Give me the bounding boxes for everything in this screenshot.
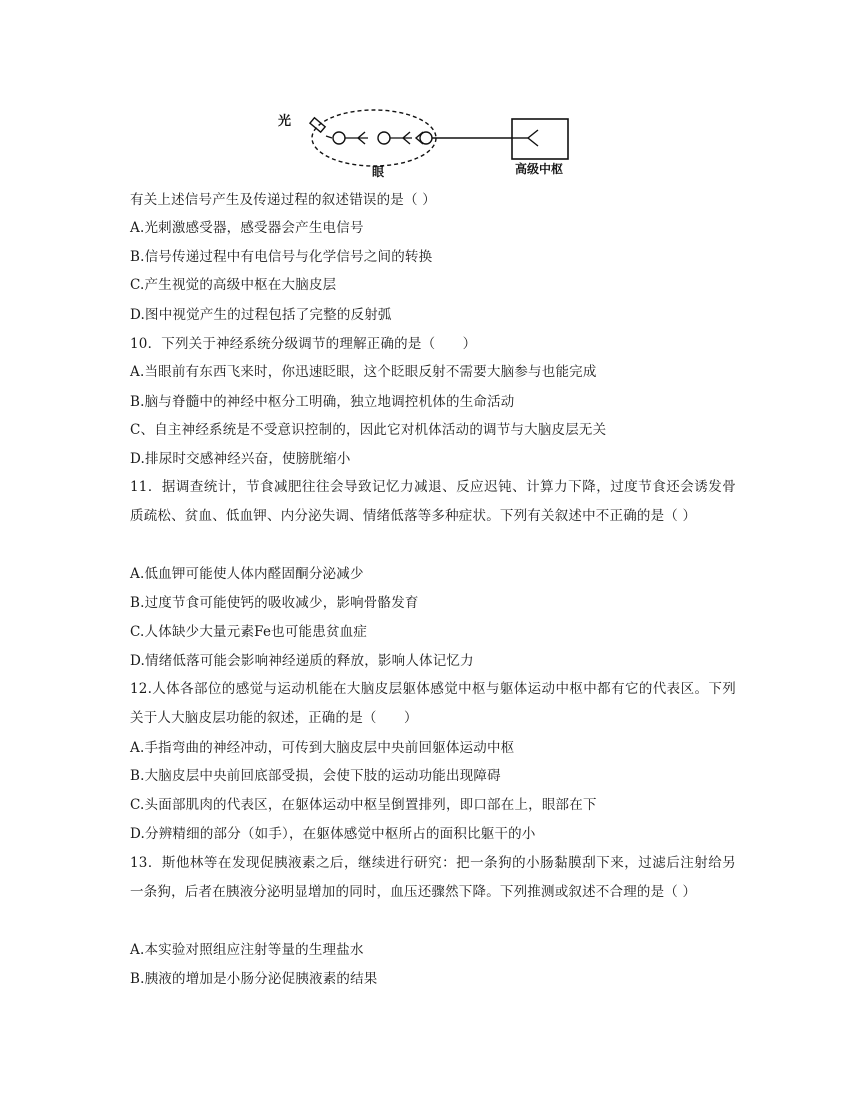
q11-option-c: C.人体缺少大量元素Fe也可能患贫血症: [130, 624, 368, 640]
q11-option-b: B.过度节食可能使钙的吸收减少，影响骨骼发育: [130, 595, 419, 611]
neuron-2-icon: [378, 132, 390, 144]
q11-stem: 11．据调查统计，节食减肥往往会导致记忆力减退、反应迟钝、计算力下降，过度节食还会诱发骨质疏松、贫血、低血钾、内分泌失调、情绪低落等多种症状。下列有关叙述中不正确的是（ ）: [130, 479, 736, 524]
q12-stem: 12.人体各部位的感觉与运动机能在大脑皮层躯体感觉中枢与躯体运动中枢中都有它的代表区。下列关于人大脑皮层功能的叙述，正确的是（ ）: [130, 681, 736, 726]
q12-option-d: D.分辨精细的部分（如手），在躯体感觉中枢所占的面积比躯干的小: [130, 826, 536, 842]
q11-option-d: D.情绪低落可能会影响神经递质的释放，影响人体记忆力: [130, 653, 474, 669]
q9-stem: 有关上述信号产生及传递过程的叙述错误的是（ ）: [130, 192, 436, 208]
q10-option-c: C、自主神经系统是不受意识控制的，因此它对机体活动的调节与大脑皮层无关: [130, 422, 607, 438]
q9-option-a: A.光刺激感受器，感受器会产生电信号: [130, 220, 364, 236]
q12-option-a: A.手指弯曲的神经冲动，可传到大脑皮层中央前回躯体运动中枢: [130, 740, 515, 756]
q9-option-b: B.信号传递过程中有电信号与化学信号之间的转换: [130, 249, 433, 265]
q13-option-b: B.胰液的增加是小肠分泌促胰液素的结果: [130, 971, 378, 987]
higher-center-box: [512, 119, 568, 159]
higher-center-label: 高级中枢: [515, 162, 564, 176]
q13-stem: 13．斯他林等在发现促胰液素之后，继续进行研究：把一条狗的小肠黏膜刮下来，过滤后注射给另一条狗，后者在胰液分泌明显增加的同时，血压还骤然下降。下列推测或叙述不合理的是（ ）: [130, 855, 736, 900]
q12-option-b: B.大脑皮层中央前回底部受损，会使下肢的运动功能出现障碍: [130, 768, 501, 784]
q10-option-d: D.排尿时交感神经兴奋，使膀胱缩小: [130, 451, 351, 467]
q10-option-a: A.当眼前有东西飞来时，你迅速眨眼，这个眨眼反射不需要大脑参与也能完成: [130, 364, 597, 380]
light-label: 光: [278, 114, 292, 129]
q12-option-c: C.头面部肌肉的代表区，在躯体运动中枢呈倒置排列，即口部在上，眼部在下: [130, 797, 597, 813]
q9-option-d: D.图中视觉产生的过程包括了完整的反射弧: [130, 307, 392, 323]
photoreceptor-icon: [310, 118, 325, 132]
neuron-1-icon: [333, 132, 345, 144]
q9-option-c: C.产生视觉的高级中枢在大脑皮层: [130, 277, 337, 293]
q10-stem: 10．下列关于神经系统分级调节的理解正确的是（ ）: [130, 336, 477, 352]
eye-label: 眼: [372, 165, 385, 179]
q10-option-b: B.脑与脊髓中的神经中枢分工明确，独立地调控机体的生命活动: [130, 394, 515, 410]
q11-option-a: A.低血钾可能使人体内醛固酮分泌减少: [130, 566, 364, 582]
q13-option-a: A.本实验对照组应注射等量的生理盐水: [130, 942, 364, 958]
visual-pathway-diagram: [272, 104, 582, 180]
